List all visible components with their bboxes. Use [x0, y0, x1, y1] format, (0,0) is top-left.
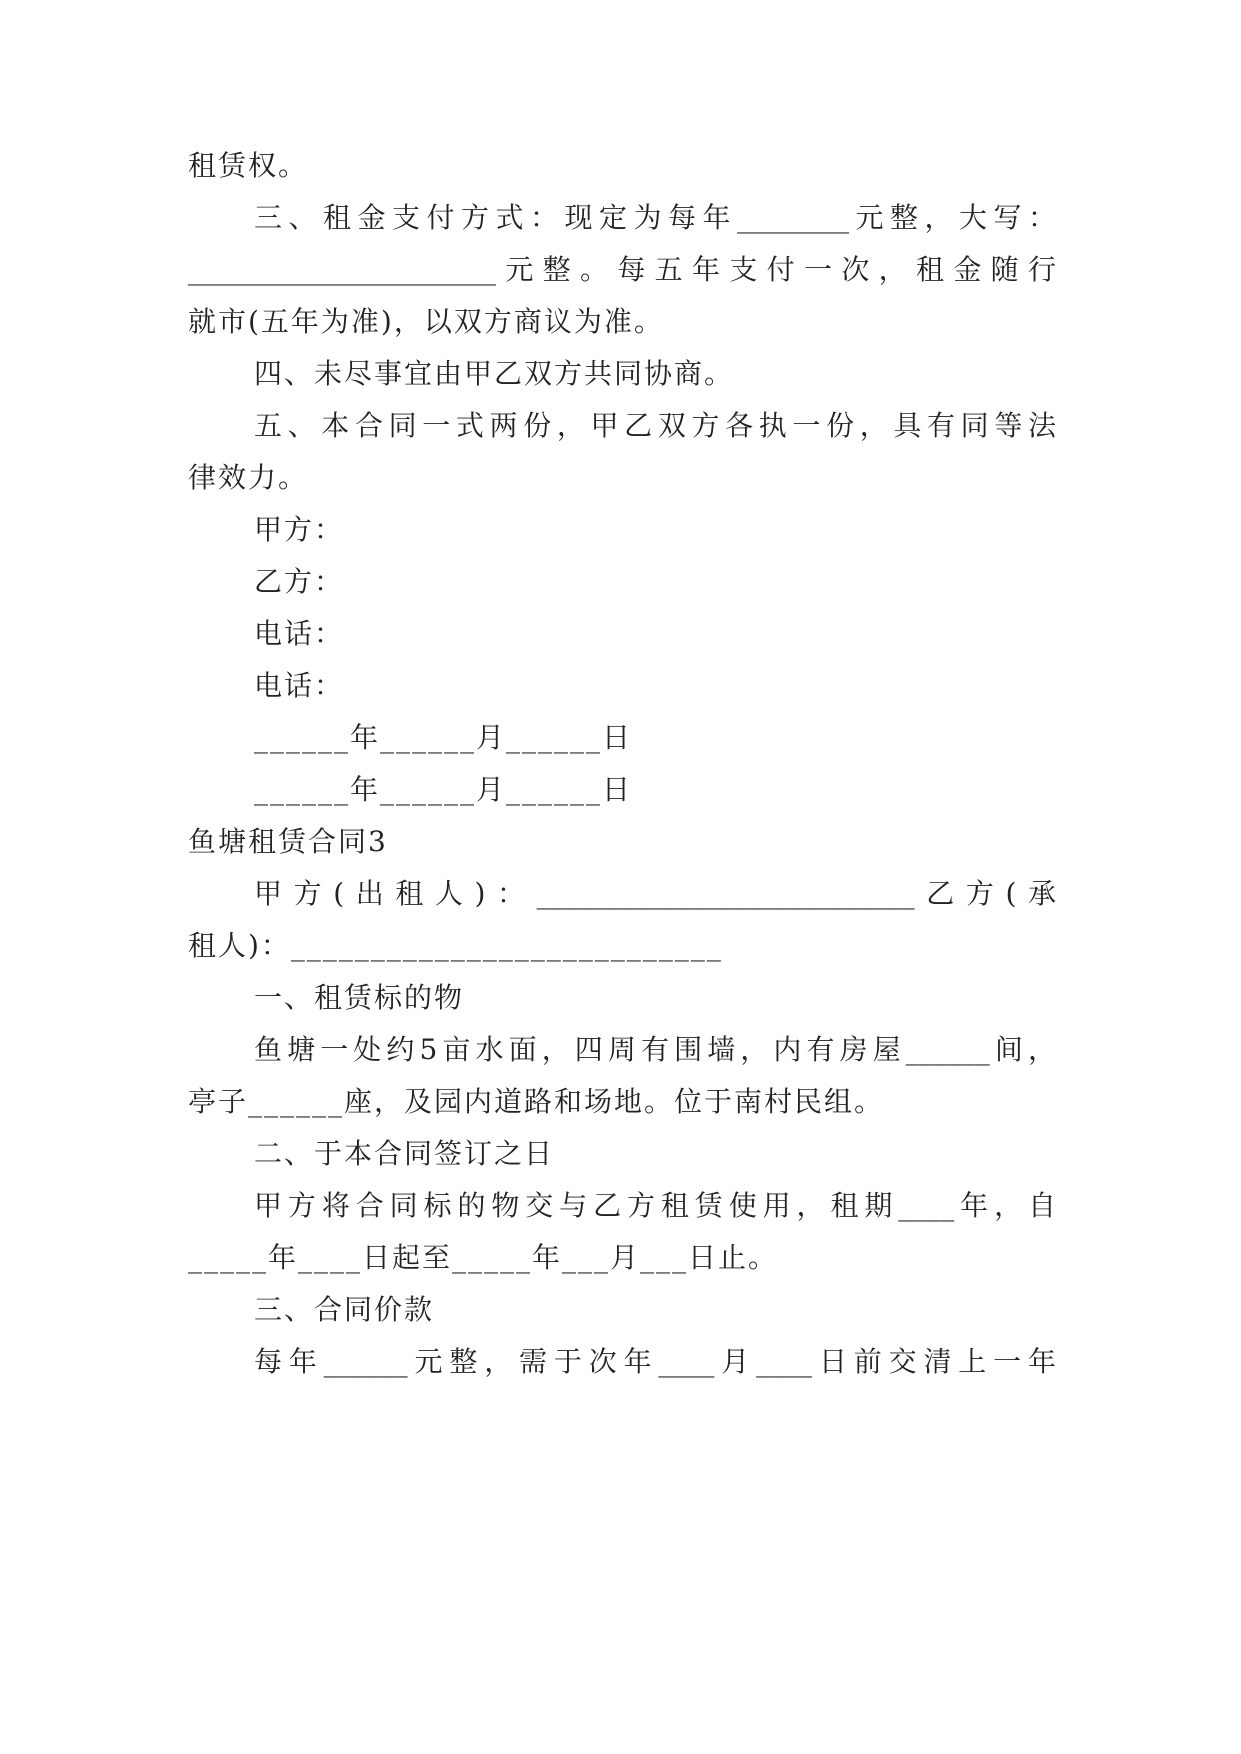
text-line-4: 就市(五年为准)，以双方商议为准。: [188, 305, 664, 338]
text-line-18: 鱼塘一处约5亩水面，四周有围墙，内有房屋______间，: [254, 1033, 1056, 1066]
text-line-21: 甲方将合同标的物交与乙方租赁使用，租期____年，自: [254, 1189, 1056, 1222]
phone-label-1: 电话：: [254, 617, 345, 650]
date-line-1: ______年______月______日: [254, 721, 633, 754]
text-line-22: _____年____日起至_____年___月___日止。: [188, 1241, 779, 1274]
text-line-19: 亭子______座，及园内道路和场地。位于南村民组。: [188, 1085, 885, 1118]
date-line-2: ______年______月______日: [254, 773, 633, 806]
section-title: 鱼塘租赁合同3: [188, 825, 388, 858]
text-line-15: 甲方(出租人)：___________________________乙方(承: [254, 877, 1056, 910]
text-line-16: 租人)：___________________________: [188, 929, 723, 962]
text-line-3: ______________________元整。每五年支付一次，租金随行: [188, 253, 1056, 286]
text-line-6: 五、本合同一式两份，甲乙双方各执一份，具有同等法: [254, 409, 1056, 442]
party-a-label: 甲方：: [254, 513, 345, 546]
text-line-7: 律效力。: [188, 461, 309, 494]
phone-label-2: 电话：: [254, 669, 345, 702]
text-line-24: 每年______元整，需于次年____月____日前交清上一年: [254, 1345, 1056, 1378]
party-b-label: 乙方：: [254, 565, 345, 598]
clause-heading-3: 三、合同价款: [254, 1293, 435, 1326]
text-line-1: 租赁权。: [188, 149, 309, 182]
clause-heading-2: 二、于本合同签订之日: [254, 1137, 555, 1170]
text-line-2: 三、租金支付方式：现定为每年________元整，大写：: [254, 201, 1056, 234]
clause-heading-1: 一、租赁标的物: [254, 981, 465, 1014]
text-line-5: 四、未尽事宜由甲乙双方共同协商。: [254, 357, 735, 390]
